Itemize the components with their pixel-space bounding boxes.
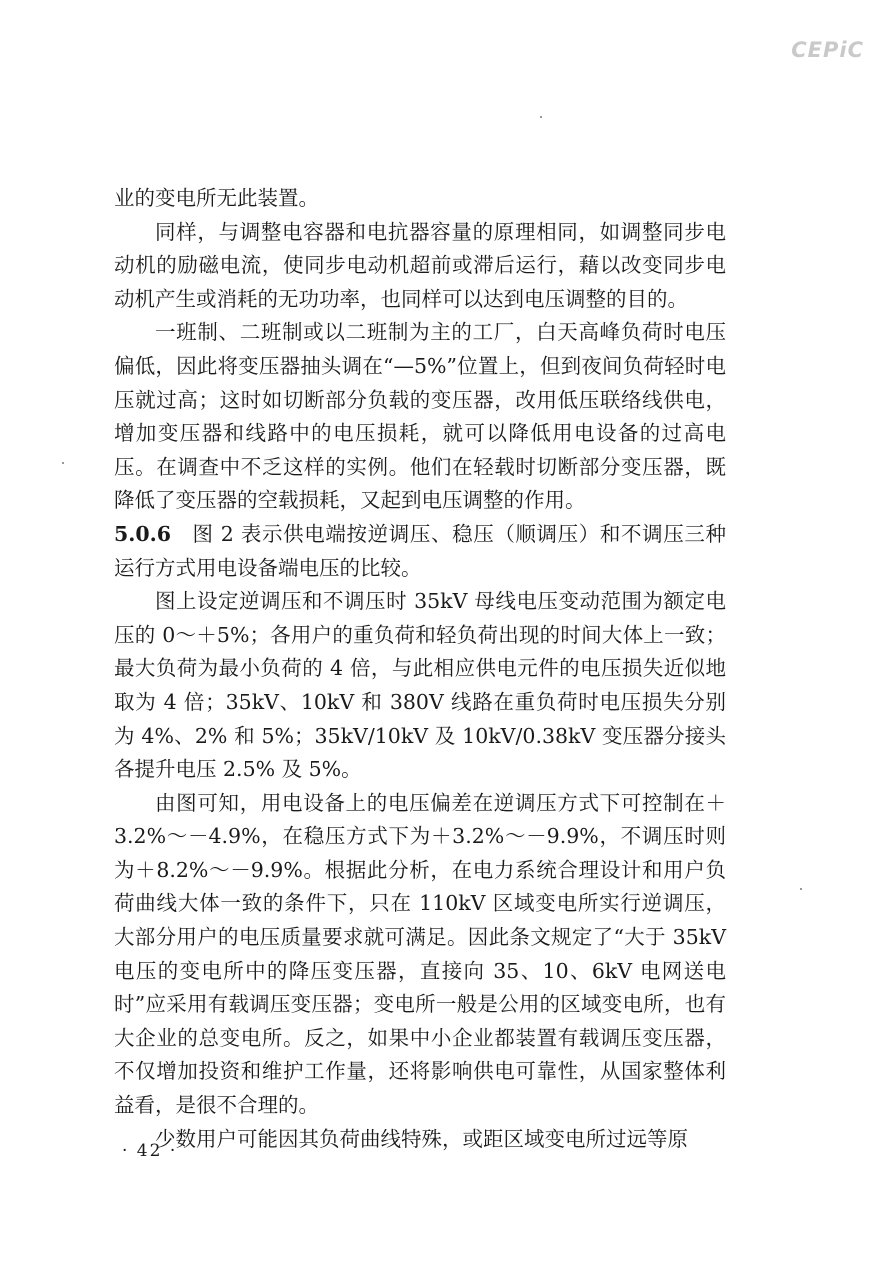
clause-5-0-6	[114, 518, 726, 585]
cepic-logo: CEPiC	[791, 38, 864, 62]
paragraph-analysis: 由图可知，用电设备上的电压偏差在逆调压方式下可控制在＋3.2%～－4.9%，在稳压方式下为＋3.2%～－9.9%，不调压时则为＋8.2%～－9.9%。根据此分析，在电力系统合理设计和用户负荷曲线大体一致的条件下，只在 110kV 区域变电所实行逆调压，大部分用户的电压质量要求就可满足。因此条文规定了“大于 35kV 电压的变电所中的降压变压器，直接向 35、10、6kV 电网送电时”应采用有载调压变压器；变电所一般是公用的区域变电所，也有大企业的总变电所。反之，如果中小企业都装置有载调压变压器，不仅增加投资和维护工作量，还将影响供电可靠性，从国家整体利益看，是很不合理的。	[114, 790, 726, 1118]
clause-number: 5.0.6	[114, 521, 172, 546]
paragraph-synchronous-motor: 同样，与调整电容器和电抗器容量的原理相同，如调整同步电动机的励磁电流，使同步电动机超前或滞后运行，藉以改变同步电动机产生或消耗的无功功率，也同样可以达到电压调整的目的。	[114, 219, 726, 311]
paragraph-continuation: 业的变电所无此装置。	[114, 186, 319, 210]
paragraph-few-users: 少数用户可能因其负荷曲线特殊，或距区域变电所过远等原	[155, 1126, 688, 1151]
paragraph-figure-assumptions: 图上设定逆调压和不调压时 35kV 母线电压变动范围为额定电压的 0～＋5%；各用户的重负荷和轻负荷出现的时间大体上一致；最大负荷为最小负荷的 4 倍，与此相应供电元件的电压损失近似地取为 4 倍；35kV、10kV 和 380V 线路在重负荷时电压损失分别为 4%、2% 和 5%；35kV/10kV 及 10kV/0.38kV 变压器分接头各提升电压 2.5% 及 5%。	[114, 589, 726, 782]
page-number: · 42 ·	[122, 1141, 178, 1161]
clause-text: 图 2 表示供电端按逆调压、稳压（顺调压）和不调压三种运行方式用电设备端电压的比较。	[114, 521, 726, 580]
scan-speck	[800, 888, 802, 890]
page-body	[114, 182, 726, 1156]
scan-speck	[62, 462, 64, 464]
paragraph-shift-factory: 一班制、二班制或以二班制为主的工厂，白天高峰负荷时电压偏低，因此将变压器抽头调在“—5%”位置上，但到夜间负荷轻时电压就过高；这时如切断部分负载的变压器，改用低压联络线供电，增加变压器和线路中的电压损耗，就可以降低用电设备的过高电压。在调查中不乏这样的实例。他们在轻载时切断部分变压器，既降低了变压器的空载损耗，又起到电压调整的作用。	[114, 320, 726, 513]
scan-speck	[540, 116, 542, 118]
